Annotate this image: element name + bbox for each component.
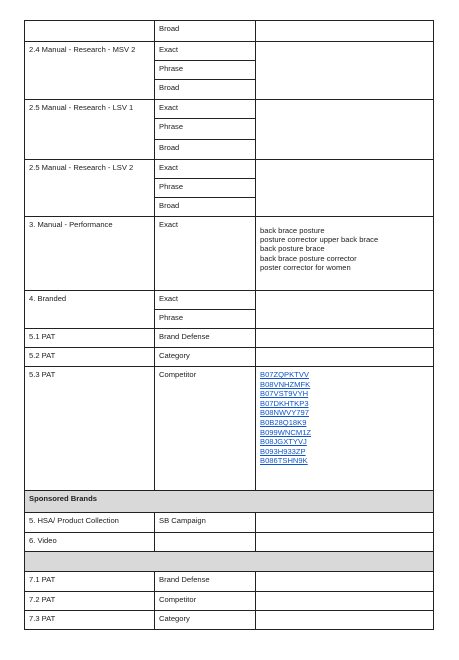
table-row xyxy=(25,21,434,42)
table-row xyxy=(25,513,434,533)
targets-cell xyxy=(256,592,434,611)
match-type-cell: Brand Defense xyxy=(155,329,256,348)
section-header-blank xyxy=(25,552,434,572)
match-type-cell: Competitor xyxy=(155,367,256,491)
keyword: back posture brace xyxy=(260,244,325,254)
match-type-cell: Category xyxy=(155,611,256,630)
targets-cell xyxy=(256,611,434,630)
keywords-cell xyxy=(256,217,434,291)
match-type-cell: Phrase xyxy=(155,61,256,80)
table-row xyxy=(25,611,434,630)
match-type-cell: SB Campaign xyxy=(155,513,256,533)
campaign-cell: 5.1 PAT xyxy=(25,329,155,348)
section-header-sponsored-brands: Sponsored Brands xyxy=(25,491,434,513)
campaign-cell: 7.1 PAT xyxy=(25,572,155,592)
match-type-cell xyxy=(155,533,256,552)
asin-link[interactable]: B08VNHZMFK xyxy=(260,379,311,389)
keyword: back brace posture corrector xyxy=(260,253,357,263)
match-type-cell: Exact xyxy=(155,217,256,291)
table-row xyxy=(25,533,434,552)
campaign-cell: 7.2 PAT xyxy=(25,592,155,611)
section-row xyxy=(25,491,434,513)
asin-link[interactable]: B093H933ZP xyxy=(260,446,306,456)
match-type-cell: Exact xyxy=(155,100,256,119)
match-type-cell: Broad xyxy=(155,80,256,100)
keyword-list xyxy=(260,220,429,272)
table-row xyxy=(25,291,434,310)
targets-cell xyxy=(256,160,434,217)
campaign-cell: 5.3 PAT xyxy=(25,367,155,491)
targets-cell xyxy=(256,329,434,348)
match-type-cell: Exact xyxy=(155,160,256,179)
match-type-cell: Broad xyxy=(155,21,256,42)
targets-cell xyxy=(256,572,434,592)
targets-cell xyxy=(256,513,434,533)
campaign-cell: 7.3 PAT xyxy=(25,611,155,630)
match-type-cell: Broad xyxy=(155,140,256,160)
match-type-cell: Exact xyxy=(155,291,256,310)
table-row xyxy=(25,160,434,179)
section-row xyxy=(25,552,434,572)
table-row xyxy=(25,42,434,61)
asin-link[interactable]: B08NWVY797 xyxy=(260,408,309,418)
match-type-cell: Exact xyxy=(155,42,256,61)
match-type-cell: Category xyxy=(155,348,256,367)
table-row xyxy=(25,367,434,491)
match-type-cell: Phrase xyxy=(155,119,256,140)
targets-cell xyxy=(256,348,434,367)
asin-cell xyxy=(256,367,434,491)
match-type-cell: Phrase xyxy=(155,310,256,329)
asin-link[interactable]: B0B28Q18K9 xyxy=(260,417,307,427)
asin-link[interactable]: B07DKHTKP3 xyxy=(260,398,309,408)
keyword: posture corrector upper back brace xyxy=(260,235,379,245)
targets-cell xyxy=(256,291,434,329)
table-row xyxy=(25,217,434,291)
campaign-cell: 2.5 Manual - Research - LSV 1 xyxy=(25,100,155,160)
targets-cell xyxy=(256,42,434,100)
keyword: poster corrector for women xyxy=(260,262,351,272)
targets-cell xyxy=(256,533,434,552)
campaign-cell: 5. HSA/ Product Collection xyxy=(25,513,155,533)
asin-link[interactable]: B07VST9VYH xyxy=(260,389,309,399)
campaign-cell: 5.2 PAT xyxy=(25,348,155,367)
match-type-cell: Phrase xyxy=(155,179,256,198)
table-row xyxy=(25,100,434,119)
table-row xyxy=(25,348,434,367)
targets-cell xyxy=(256,100,434,160)
campaign-cell: 2.5 Manual - Research - LSV 2 xyxy=(25,160,155,217)
table-row xyxy=(25,329,434,348)
keyword: back brace posture xyxy=(260,226,325,235)
asin-link[interactable]: B07ZQPKTVV xyxy=(260,370,309,379)
campaign-cell: 6. Video xyxy=(25,533,155,552)
table-row xyxy=(25,592,434,611)
match-type-cell: Broad xyxy=(155,198,256,217)
asin-link[interactable]: B099WNCM1Z xyxy=(260,427,312,437)
campaign-cell xyxy=(25,21,155,42)
asin-link[interactable]: B086TSHN9K xyxy=(260,456,308,466)
match-type-cell: Competitor xyxy=(155,592,256,611)
asin-link[interactable]: B08JGXTYVJ xyxy=(260,437,307,447)
campaign-cell: 2.4 Manual - Research - MSV 2 xyxy=(25,42,155,100)
targets-cell xyxy=(256,21,434,42)
table-row xyxy=(25,572,434,592)
match-type-cell: Brand Defense xyxy=(155,572,256,592)
campaign-cell: 3. Manual - Performance xyxy=(25,217,155,291)
campaign-cell: 4. Branded xyxy=(25,291,155,329)
campaign-structure-table xyxy=(24,20,434,630)
